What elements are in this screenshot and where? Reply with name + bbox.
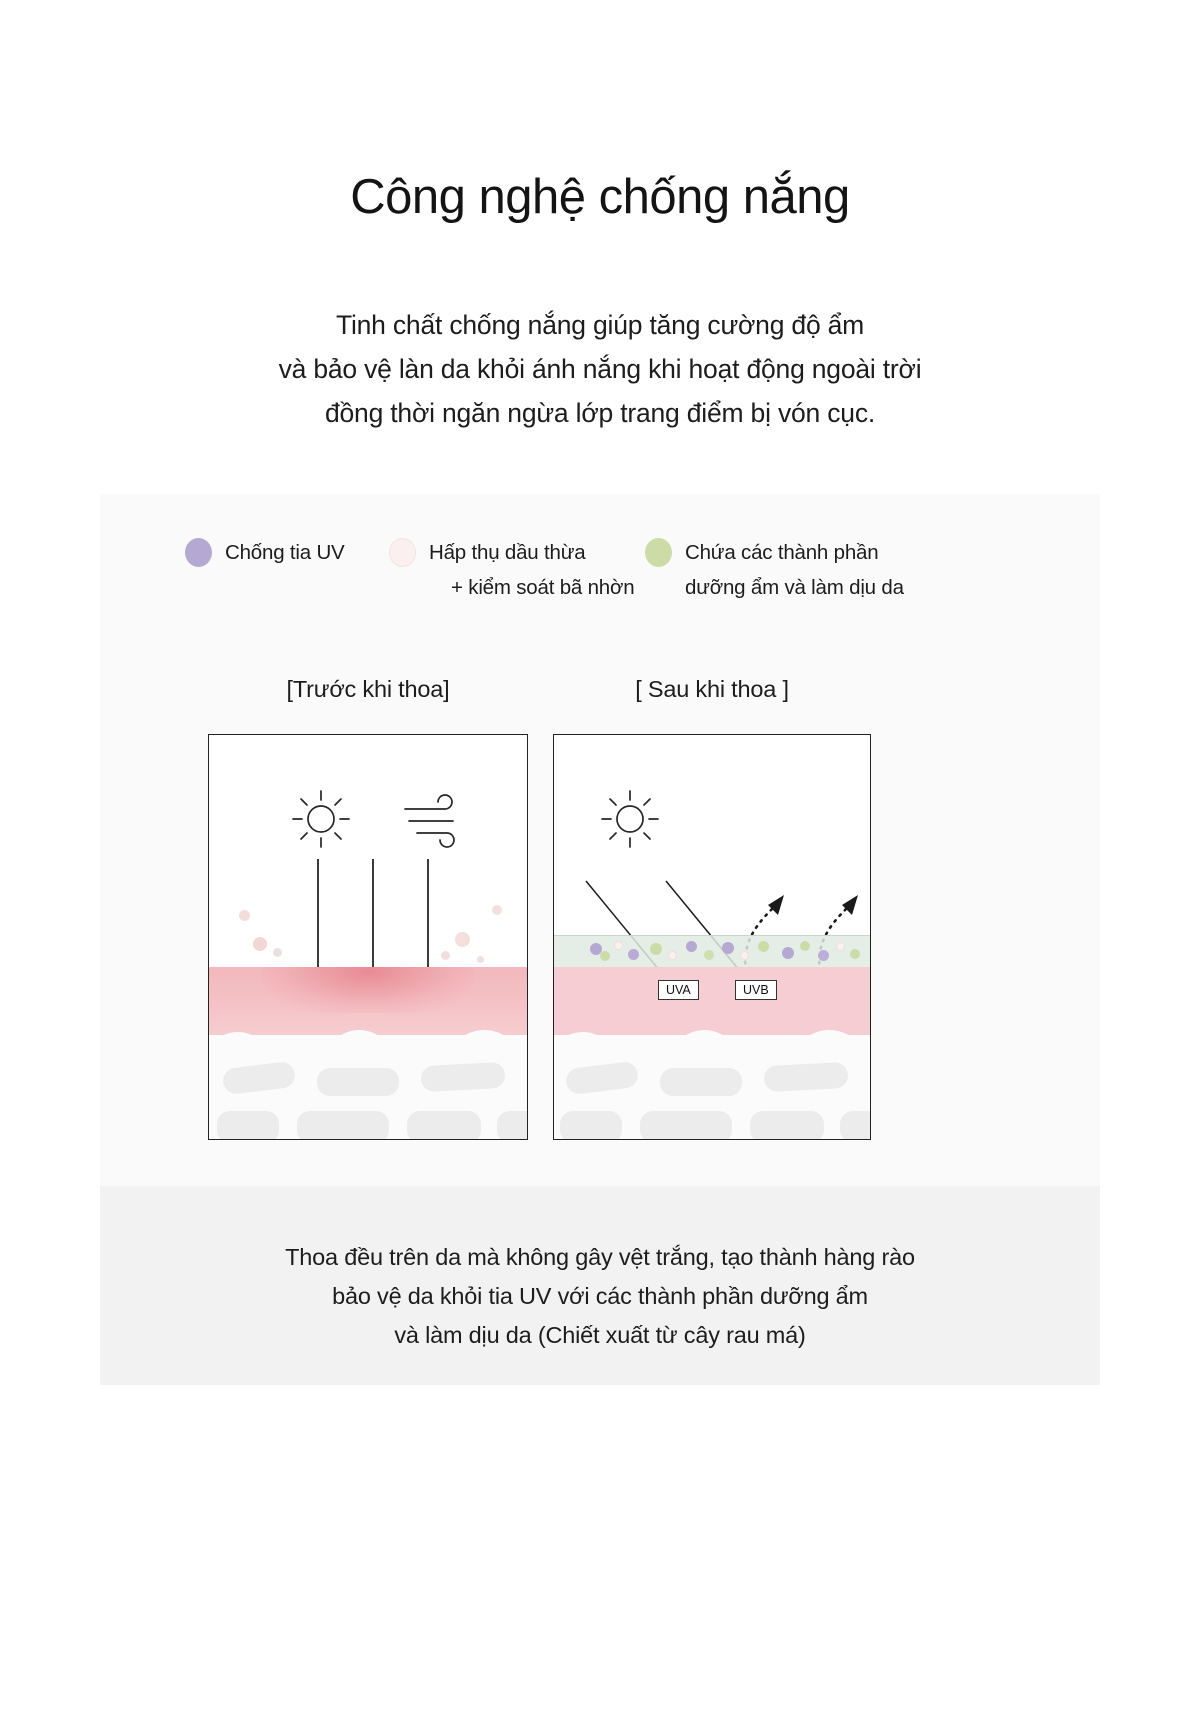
subtitle-line-2: và bảo vệ làn da khỏi ánh nắng khi hoạt động ngoài trời (278, 354, 922, 384)
tissue-cell (560, 1111, 622, 1140)
soothing-particle-icon (600, 951, 610, 961)
tissue-cell (420, 1062, 505, 1092)
oil-particle-icon (740, 951, 749, 960)
oil-bubble-icon (441, 951, 450, 960)
panel-after-application (553, 734, 871, 1140)
panel-caption-before: [Trước khi thoa] (286, 676, 450, 702)
oil-bubble-icon (492, 905, 502, 915)
oil-bubble-icon (455, 932, 470, 947)
sun-icon (594, 783, 666, 855)
footer-line-3: và làm dịu da (Chiết xuất từ cây rau má) (394, 1322, 806, 1348)
uva-label: UVA (658, 980, 699, 1000)
soothing-particle-icon (800, 941, 810, 951)
page-subtitle (0, 303, 1200, 435)
legend (185, 535, 945, 607)
oil-particle-icon (614, 941, 623, 950)
soothing-particle-icon (850, 949, 860, 959)
oil-bubble-icon (273, 948, 282, 957)
tissue-cell (660, 1068, 742, 1096)
uv-damage-glow (263, 967, 473, 1013)
panel-before-application (208, 734, 528, 1140)
panel-caption-after: [ Sau khi thoa ] (635, 676, 789, 702)
soothing-particle-icon (704, 950, 714, 960)
tissue-cell (840, 1111, 871, 1140)
tissue-cell (217, 1111, 279, 1140)
uv-particle-icon (818, 950, 829, 961)
uv-particle-icon (686, 941, 697, 952)
tissue-cell (497, 1111, 528, 1140)
tissue-cell (763, 1062, 848, 1092)
tissue-cell (750, 1111, 824, 1140)
page-title: Công nghệ chống nắng (350, 170, 850, 224)
footer-line-2: bảo vệ da khỏi tia UV với các thành phần dưỡng ẩm (332, 1283, 868, 1309)
film-top-edge (554, 935, 870, 936)
tissue-cell (407, 1111, 481, 1140)
tissue-cell (317, 1068, 399, 1096)
soothing-particle-icon (650, 943, 662, 955)
legend-label-moisture: Chứa các thành phần dưỡng ẩm và làm dịu da (685, 541, 904, 599)
legend-label-uv: Chống tia UV (225, 541, 345, 564)
oil-bubble-icon (253, 937, 267, 951)
oil-bubble-icon (239, 910, 250, 921)
subtitle-line-3: đồng thời ngăn ngừa lớp trang điểm bị vón cục. (324, 398, 876, 428)
soothing-particle-icon (758, 941, 769, 952)
wind-icon (399, 793, 475, 849)
oil-particle-icon (836, 942, 845, 951)
legend-label-oil: Hấp thụ dầu thừa + kiểm soát bã nhờn (429, 541, 635, 599)
legend-dot-uv-icon (185, 538, 212, 567)
uv-particle-icon (722, 942, 734, 954)
tissue-cell (640, 1111, 732, 1140)
subtitle-line-1: Tinh chất chống nắng giúp tăng cường độ ẩm (335, 310, 865, 340)
sun-icon (285, 783, 357, 855)
footer-line-1: Thoa đều trên da mà không gây vệt trắng, tạo thành hàng rào (285, 1244, 915, 1270)
legend-dot-moisture-icon (645, 538, 672, 567)
uv-particle-icon (782, 947, 794, 959)
legend-dot-oil-icon (389, 538, 416, 567)
uvb-label: UVB (735, 980, 777, 1000)
tissue-cell (297, 1111, 389, 1140)
footer-caption (100, 1238, 1100, 1355)
oil-bubble-icon (477, 956, 484, 963)
oil-particle-icon (668, 951, 677, 960)
uv-particle-icon (628, 949, 639, 960)
